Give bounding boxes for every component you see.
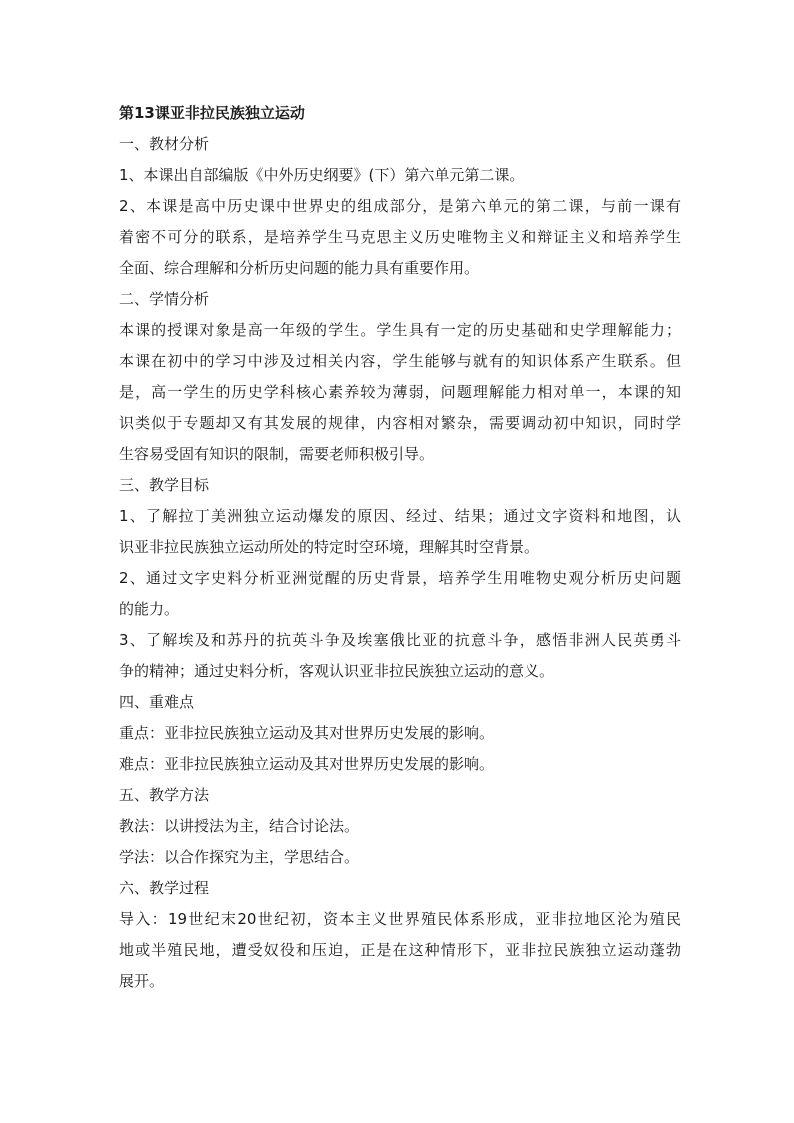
- paragraph-line: 识类似于专题却又有其发展的规律，内容相对繁杂，需要调动初中知识，同时学: [119, 414, 681, 432]
- paragraph-line: 是，高一学生的历史学科核心素养较为薄弱，问题理解能力相对单一，本课的知: [119, 383, 681, 401]
- section-heading-teaching-methods: 五、教学方法: [119, 786, 210, 804]
- paragraph-line: 识亚非拉民族独立运动所处的特定时空环境，理解其时空背景。: [119, 538, 540, 556]
- paragraph-line: 2、本课是高中历史课中世界史的组成部分，是第六单元的第二课，与前一课有: [119, 197, 681, 215]
- paragraph-line: 1、本课出自部编版《中外历史纲要》(下）第六单元第二课。: [119, 166, 525, 184]
- paragraph-line: 教法：以讲授法为主，结合讨论法。: [119, 817, 360, 835]
- paragraph-line: 的能力。: [119, 600, 180, 618]
- paragraph-line: 学法：以合作探究为主，学思结合。: [119, 848, 360, 866]
- section-heading-textbook-analysis: 一、教材分析: [119, 135, 210, 153]
- section-heading-teaching-goals: 三、教学目标: [119, 476, 210, 494]
- paragraph-line: 3、了解埃及和苏丹的抗英斗争及埃塞俄比亚的抗意斗争，感悟非洲人民英勇斗: [119, 631, 681, 649]
- paragraph-line: 展开。: [119, 972, 165, 990]
- paragraph-line: 生容易受固有知识的限制，需要老师积极引导。: [119, 445, 435, 463]
- document-title: 第13课亚非拉民族独立运动: [119, 104, 305, 122]
- paragraph-line: 难点：亚非拉民族独立运动及其对世界历史发展的影响。: [119, 755, 495, 773]
- paragraph-line: 重点：亚非拉民族独立运动及其对世界历史发展的影响。: [119, 724, 495, 742]
- paragraph-line: 导入：19世纪末20世纪初，资本主义世界殖民体系形成，亚非拉地区沦为殖民: [119, 910, 681, 928]
- paragraph-line: 2、通过文字史料分析亚洲觉醒的历史背景，培养学生用唯物史观分析历史问题: [119, 569, 681, 587]
- paragraph-line: 本课在初中的学习中涉及过相关内容，学生能够与就有的知识体系产生联系。但: [119, 352, 681, 370]
- paragraph-line: 争的精神；通过史料分析，客观认识亚非拉民族独立运动的意义。: [119, 662, 555, 680]
- paragraph-line: 全面、综合理解和分析历史问题的能力具有重要作用。: [119, 259, 480, 277]
- section-heading-key-points: 四、重难点: [119, 693, 195, 711]
- document-page: [119, 98, 681, 997]
- paragraph-line: 着密不可分的联系，是培养学生马克思主义历史唯物主义和辩证主义和培养学生: [119, 228, 681, 246]
- paragraph-line: 本课的授课对象是高一年级的学生。学生具有一定的历史基础和史学理解能力；: [119, 321, 681, 339]
- section-heading-learner-analysis: 二、学情分析: [119, 290, 210, 308]
- paragraph-line: 地或半殖民地，遭受奴役和压迫，正是在这种情形下，亚非拉民族独立运动蓬勃: [119, 941, 681, 959]
- paragraph-line: 1、了解拉丁美洲独立运动爆发的原因、经过、结果；通过文字资料和地图，认: [119, 507, 681, 525]
- section-heading-teaching-process: 六、教学过程: [119, 879, 210, 897]
